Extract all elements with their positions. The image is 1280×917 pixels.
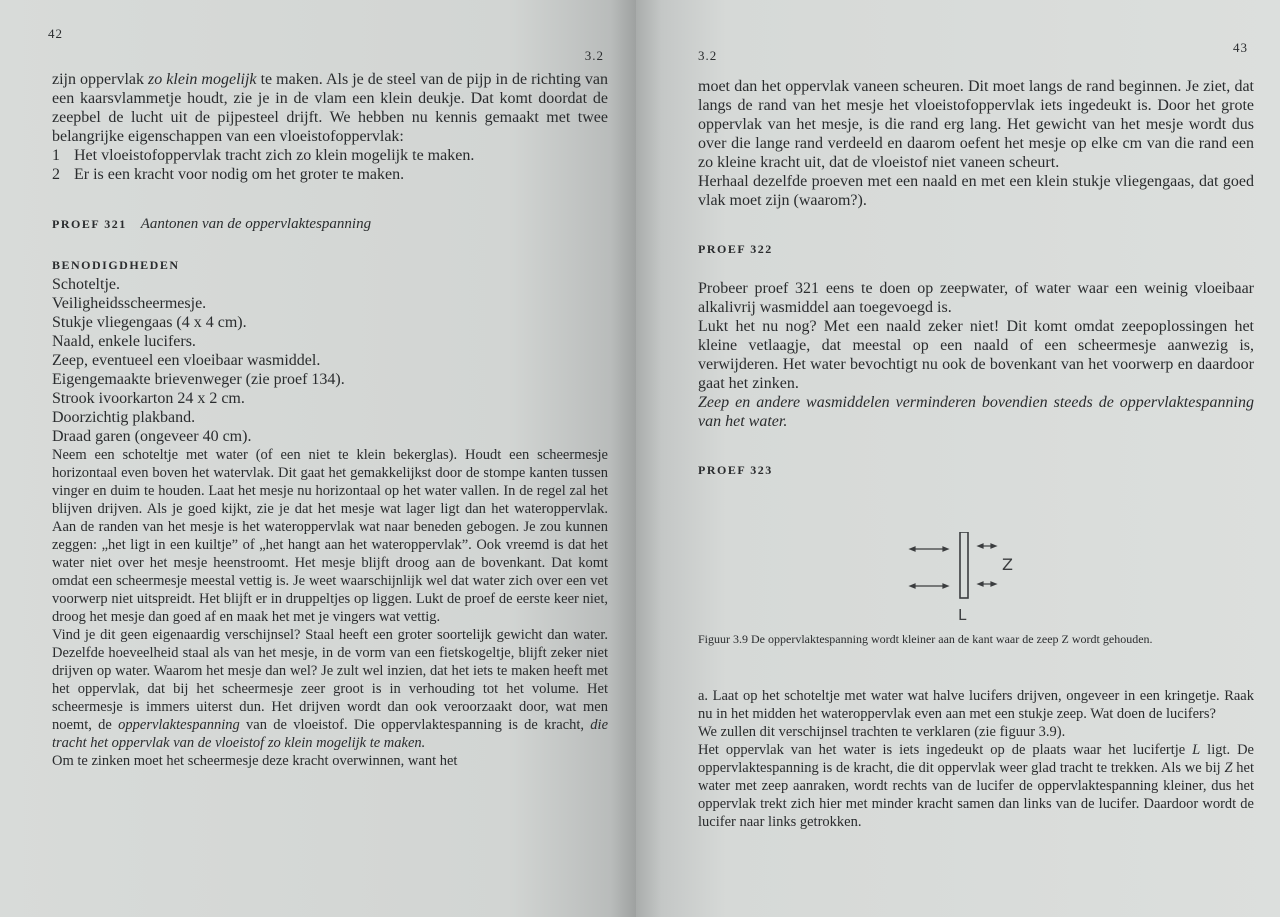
text-run: zijn oppervlak bbox=[52, 71, 149, 88]
material-item: Strook ivoorkarton 24 x 2 cm. bbox=[52, 390, 245, 407]
page-number-right: 43 bbox=[1233, 40, 1248, 55]
proef-322-heading: PROEF 322 bbox=[698, 242, 773, 256]
material-item: Zeep, eventueel een vloeibaar wasmiddel. bbox=[52, 352, 321, 369]
italic-run: Z bbox=[1224, 760, 1233, 776]
section-number-left: 3.2 bbox=[584, 48, 604, 63]
para-a-1: a. Laat op het schoteltje met water wat halve lucifers drijven, ongeveer in een kringetje. Raak nu in het midden het wateroppervlak even aan met een stukje zeep. Wat doen de lucifers? bbox=[698, 688, 1254, 722]
body-paragraph-3: Om te zinken moet het scheermesje deze kracht overwinnen, want het bbox=[52, 753, 458, 769]
page-number-left: 42 bbox=[48, 26, 63, 41]
figure-3-9 bbox=[698, 532, 1254, 632]
text-run: ligt. De oppervlaktespanning is de kracht, die dit oppervlak weer glad tracht te trekken. Als we bij bbox=[698, 742, 1254, 776]
property-text: Er is een kracht voor nodig om het groter te maken. bbox=[74, 166, 405, 183]
text-run: van de vloeistof. Die oppervlaktespanning is de kracht, bbox=[239, 717, 591, 733]
right-body bbox=[698, 77, 1254, 831]
material-item: Veiligheidsscheermesje. bbox=[52, 295, 207, 312]
material-item: Doorzichtig plakband. bbox=[52, 409, 196, 426]
property-number: 1 bbox=[52, 147, 60, 164]
material-item: Stukje vliegengaas (4 x 4 cm). bbox=[52, 314, 247, 331]
material-item: Draad garen (ongeveer 40 cm). bbox=[52, 428, 252, 445]
proef-321-heading bbox=[52, 214, 608, 234]
proef-322-paragraph-2: Lukt het nu nog? Met een naald zeker niet! Dit komt omdat zeepoplossingen het kleine vetlaagje, dat meestal op een naald of een scheermesje aanwezig is, verwijderen. Het water bevochtigt nu ook de bovenkant van het voorwerp en daardoor gaat het zinken. bbox=[698, 318, 1254, 392]
property-item bbox=[52, 165, 608, 184]
proef-label: PROEF 321 bbox=[52, 217, 127, 231]
left-body bbox=[52, 70, 608, 770]
italic-run: die tracht het oppervlak van de vloeistof zo klein mogelijk te maken. bbox=[52, 717, 609, 751]
text-run: Het oppervlak van het water is iets ingedeukt op de plaats waar het lucifertje bbox=[698, 742, 1193, 758]
label-l: L bbox=[958, 606, 967, 624]
materials-list bbox=[52, 275, 608, 446]
text-run: het water met zeep aanraken, wordt rechts van de lucifer de oppervlaktespanning kleiner, dus het oppervlak trekt zich hier met minder kracht samen dan links van de lucifer. Daardoor wordt de lucifer naar links getrokken. bbox=[698, 760, 1255, 830]
property-text: Het vloeistofoppervlak tracht zich zo klein mogelijk te maken. bbox=[74, 147, 475, 164]
intro-paragraph bbox=[52, 70, 608, 146]
material-item: Schoteltje. bbox=[52, 276, 120, 293]
right-page bbox=[636, 0, 1280, 917]
figure-caption: Figuur 3.9 De oppervlaktespanning wordt kleiner aan de kant waar de zeep Z wordt gehouden. bbox=[698, 632, 1153, 646]
figure-diagram bbox=[898, 532, 1038, 632]
body-paragraph-1: Neem een schoteltje met water (of een niet te klein bekerglas). Houdt een scheermesje horizontaal even boven het watervlak. Dit gaat het gemakkelijkst door de stompe kanten tussen vinger en duim te houden. Laat het mesje nu horizontaal op het water vallen. In de regel zal het blijven drijven. Als je goed kijkt, zie je dat het mesje wat lager ligt dan het wateroppervlak. Aan de randen van het mesje is het wateroppervlak wat naar beneden gebogen. Je zou kunnen zeggen: „het ligt in een kuiltje” of „het hangt aan het wateroppervlak”. Ook vreemd is dat het water niet over het mesje heenstroomt. Het mesje blijft droog aan de bovenkant. Dat komt omdat een scheermesje meestal vettig is. Je weet waarschijnlijk wel dat water zich over een vet voorwerp niet uitspreidt. Het blijft er in druppeltjes op liggen. Lukt de proef de eerste keer niet, droog het mesje dan goed af en maak het met je vingers wat vettig. bbox=[52, 447, 608, 625]
right-paragraph-1: moet dan het oppervlak vaneen scheuren. Dit moet langs de rand beginnen. Je ziet, dat langs de rand van het mesje het vloeistofoppervlak iets ingedeukt is. Door het grote oppervlak van het mesje, is die rand erg lang. Het gewicht van het mesje wordt dus over die lange rand verdeeld en daarom oefent het mesje op elke cm van die rand een zo kleine kracht uit, dat de vloeistof niet vaneen scheurt. bbox=[698, 78, 1254, 171]
italic-run: L bbox=[1192, 742, 1201, 758]
material-item: Naald, enkele lucifers. bbox=[52, 333, 196, 350]
section-number-right: 3.2 bbox=[698, 48, 718, 63]
proef-322-paragraph-1: Probeer proef 321 eens te doen op zeepwater, of water waar een weinig vloeibaar alkalivrij wasmiddel aan toegevoegd is. bbox=[698, 280, 1254, 316]
properties-list bbox=[52, 146, 608, 184]
right-force-arrows bbox=[978, 544, 996, 586]
para-a-3 bbox=[698, 741, 1254, 831]
proef-323-heading: PROEF 323 bbox=[698, 463, 773, 477]
italic-run: zo klein mogelijk bbox=[148, 71, 257, 88]
para-a-2: We zullen dit verschijnsel trachten te verklaren (zie figuur 3.9). bbox=[698, 724, 1066, 740]
proef-322-conclusion: Zeep en andere wasmiddelen verminderen bovendien steeds de oppervlaktespanning van het water. bbox=[698, 394, 1254, 430]
text-run: te maken. Als je de steel van de pijp in de richting van een kaarsvlammetje houdt, zie je in de vlam een klein deukje. Dat komt doordat de zeepbel de lucht uit de pijpesteel drijft. We hebben nu kennis gemaakt met twee belangrijke eigenschappen van een vloeistofoppervlak: bbox=[52, 71, 609, 145]
proef-title: Aantonen van de oppervlaktespanning bbox=[140, 216, 372, 232]
left-page bbox=[0, 0, 636, 917]
matchstick bbox=[960, 532, 968, 598]
body-paragraph-2 bbox=[52, 626, 608, 752]
text-run: Vind je dit geen eigenaardig verschijnsel? Staal heeft een groter soortelijk gewicht dan water. Dezelfde hoeveelheid staal als van het mesje, in de vorm van een fietskogeltje, blijft zeker niet drijven op water. Waarom het mesje dan wel? Je zult wel inzien, dat het iets te maken heeft met het oppervlak, dat bij het scheermesje zeer groot is in verhouding tot het volume. Het scheermesje is immers uiterst dun. Het drijven wordt dan ook veroorzaakt door, wat men noemt, de bbox=[52, 627, 608, 733]
material-item: Eigengemaakte brievenweger (zie proef 134). bbox=[52, 371, 345, 388]
left-force-arrows bbox=[910, 547, 948, 588]
label-z: Z bbox=[1002, 555, 1013, 574]
property-number: 2 bbox=[52, 166, 60, 183]
materials-heading: BENODIGDHEDEN bbox=[52, 258, 180, 272]
property-item bbox=[52, 146, 608, 165]
italic-run: oppervlaktespanning bbox=[118, 717, 240, 733]
right-paragraph-2: Herhaal dezelfde proeven met een naald en met een klein stukje vliegengaas, dat goed vlak moet zijn (waarom?). bbox=[698, 173, 1254, 209]
